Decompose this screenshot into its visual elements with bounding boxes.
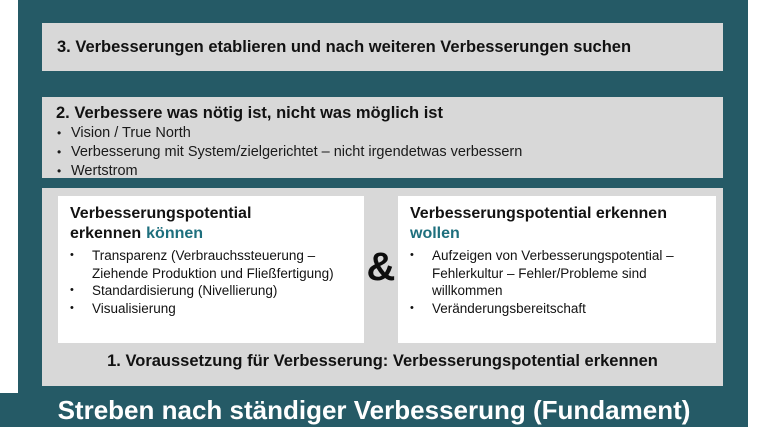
- right-box-bullet-text: Veränderungsbereitschaft: [432, 300, 586, 316]
- level2-bullet: [56, 124, 709, 143]
- left-box-bullet: [70, 247, 356, 282]
- bullet-dot-icon: [56, 124, 71, 143]
- level1-caption: 1. Voraussetzung für Verbesserung: Verbesserungspotential erkennen: [107, 352, 658, 370]
- right-box-bullet: [410, 247, 708, 300]
- level1-container: [42, 188, 723, 386]
- right-box-bullet: [410, 300, 708, 318]
- erkennen-koennen-title: [70, 204, 356, 244]
- erkennen-wollen-title: [410, 204, 708, 244]
- foundation-title: Streben nach ständiger Verbesserung (Fundament): [57, 395, 691, 425]
- foundation-band: [0, 393, 748, 427]
- title-line2-accent: können: [146, 225, 204, 242]
- left-box-bullet-text: Transparenz (Verbrauchssteuerung – Ziehende Produktion und Fließfertigung): [92, 248, 334, 281]
- bullet-dot-icon: [70, 247, 80, 265]
- right-box-bullet-text: Aufzeigen von Verbesserungspotential – Fehlerkultur – Fehler/Probleme sind willkommen: [432, 248, 674, 298]
- level2-bullet-text: Verbesserung mit System/zielgerichtet – nicht irgendetwas verbessern: [71, 144, 523, 160]
- title-line2-black: erkennen: [70, 225, 142, 242]
- ampersand-symbol: &: [366, 245, 396, 289]
- bullet-dot-icon: [410, 247, 420, 265]
- bullet-dot-icon: [56, 162, 71, 181]
- erkennen-wollen-box: [398, 196, 716, 343]
- left-box-bullet: [70, 300, 356, 318]
- level2-bullet-text: Vision / True North: [71, 125, 191, 141]
- bullet-dot-icon: [410, 300, 420, 318]
- level3-title: 3. Verbesserungen etablieren und nach weiteren Verbesserungen suchen: [57, 37, 632, 56]
- bullet-dot-icon: [70, 300, 80, 318]
- level2-bar: [42, 97, 723, 178]
- level3-bar: [42, 23, 723, 71]
- level2-bullet: [56, 143, 709, 162]
- title-line2: [410, 224, 708, 244]
- title-line2: [70, 224, 356, 244]
- left-box-bullet-text: Standardisierung (Nivellierung): [92, 283, 278, 298]
- left-box-bullet-text: Visualisierung: [92, 300, 176, 316]
- bullet-dot-icon: [56, 143, 71, 162]
- title-line1: Verbesserungspotential: [70, 205, 252, 222]
- title-line2-accent: wollen: [410, 225, 460, 242]
- level2-bullet: [56, 162, 709, 181]
- title-line1: Verbesserungspotential erkennen: [410, 205, 667, 222]
- left-box-bullet: [70, 282, 356, 300]
- bullet-dot-icon: [70, 282, 80, 300]
- level2-title: 2. Verbessere was nötig ist, nicht was möglich ist: [56, 104, 443, 122]
- level2-bullet-text: Wertstrom: [71, 163, 138, 179]
- erkennen-koennen-box: [58, 196, 364, 343]
